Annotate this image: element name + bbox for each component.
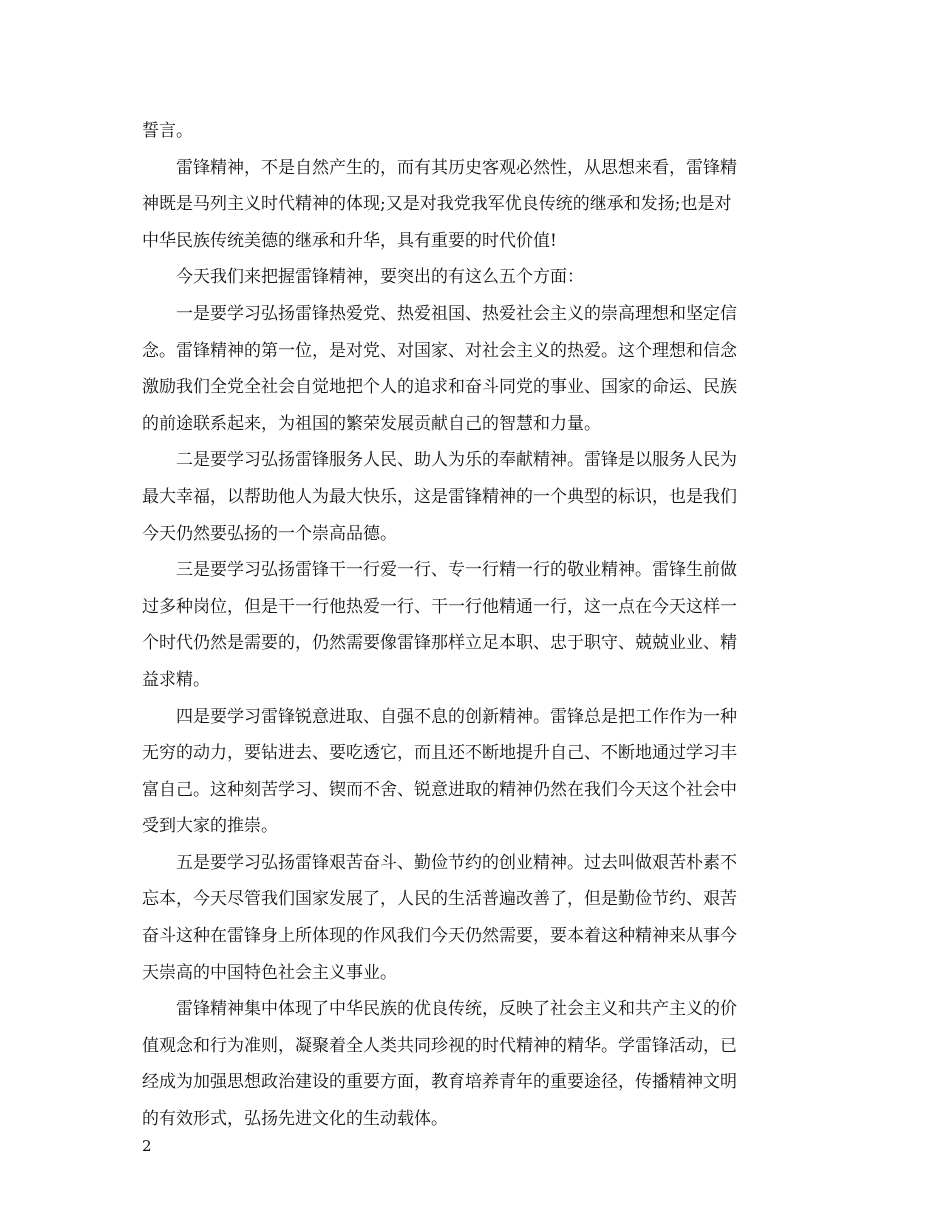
text-line: 雷锋精神集中体现了中华民族的优良传统，反映了社会主义和共产主义的价 [176,999,737,1020]
text-line: 无穷的动力，要钻进去、要吃透它，而且还不断地提升自己、不断地通过学习丰 [142,743,737,764]
text-line: 的有效形式，弘扬先进文化的生动载体。 [142,1109,448,1130]
text-line: 三是要学习弘扬雷锋干一行爱一行、专一行精一行的敬业精神。雷锋生前做 [176,560,737,581]
text-line: 一是要学习弘扬雷锋热爱党、热爱祖国、热爱社会主义的崇高理想和坚定信 [176,303,737,324]
text-line: 个时代仍然是需要的，仍然需要像雷锋那样立足本职、忠于职守、兢兢业业、精 [142,633,737,654]
text-line: 中华民族传统美德的继承和升华，具有重要的时代价值! [142,230,557,251]
text-line: 的前途联系起来，为祖国的繁荣发展贡献自己的智慧和力量。 [142,413,601,434]
text-line: 益求精。 [142,669,210,690]
text-line: 今天仍然要弘扬的一个崇高品德。 [142,523,397,544]
text-line: 天崇高的中国特色社会主义事业。 [142,962,397,983]
text-line: 雷锋精神，不是自然产生的，而有其历史客观必然性，从思想来看，雷锋精 [176,157,737,178]
text-line: 富自己。这种刻苦学习、锲而不舍、锐意进取的精神仍然在我们今天这个社会中 [142,779,737,800]
text-line: 受到大家的推崇。 [142,816,278,837]
page-number: 2 [142,1137,152,1155]
text-line: 二是要学习弘扬雷锋服务人民、助人为乐的奉献精神。雷锋是以服务人民为 [176,450,737,471]
text-line: 五是要学习弘扬雷锋艰苦奋斗、勤俭节约的创业精神。过去叫做艰苦朴素不 [176,852,737,873]
text-line: 最大幸福，以帮助他人为最大快乐，这是雷锋精神的一个典型的标识，也是我们 [142,486,737,507]
text-line: 值观念和行为准则，凝聚着全人类共同珍视的时代精神的精华。学雷锋活动，已 [142,1035,737,1056]
text-line: 过多种岗位，但是干一行他热爱一行、干一行他精通一行，这一点在今天这样一 [142,596,737,617]
text-line: 激励我们全党全社会自觉地把个人的追求和奋斗同党的事业、国家的命运、民族 [142,377,737,398]
text-line: 四是要学习雷锋锐意进取、自强不息的创新精神。雷锋总是把工作作为一种 [176,706,737,727]
text-line: 神既是马列主义时代精神的体现;又是对我党我军优良传统的继承和发扬;也是对 [142,194,732,215]
text-line: 念。雷锋精神的第一位，是对党、对国家、对社会主义的热爱。这个理想和信念 [142,340,737,361]
text-line: 奋斗这种在雷锋身上所体现的作风我们今天仍然需要，要本着这种精神来从事今 [142,926,737,947]
text-line: 经成为加强思想政治建设的重要方面，教育培养青年的重要途径，传播精神文明 [142,1072,737,1093]
text-line: 誓言。 [142,121,193,141]
document-body [142,113,812,1138]
text-line: 今天我们来把握雷锋精神，要突出的有这么五个方面： [176,267,584,288]
text-line: 忘本，今天尽管我们国家发展了，人民的生活普遍改善了，但是勤俭节约、艰苦 [142,889,737,910]
